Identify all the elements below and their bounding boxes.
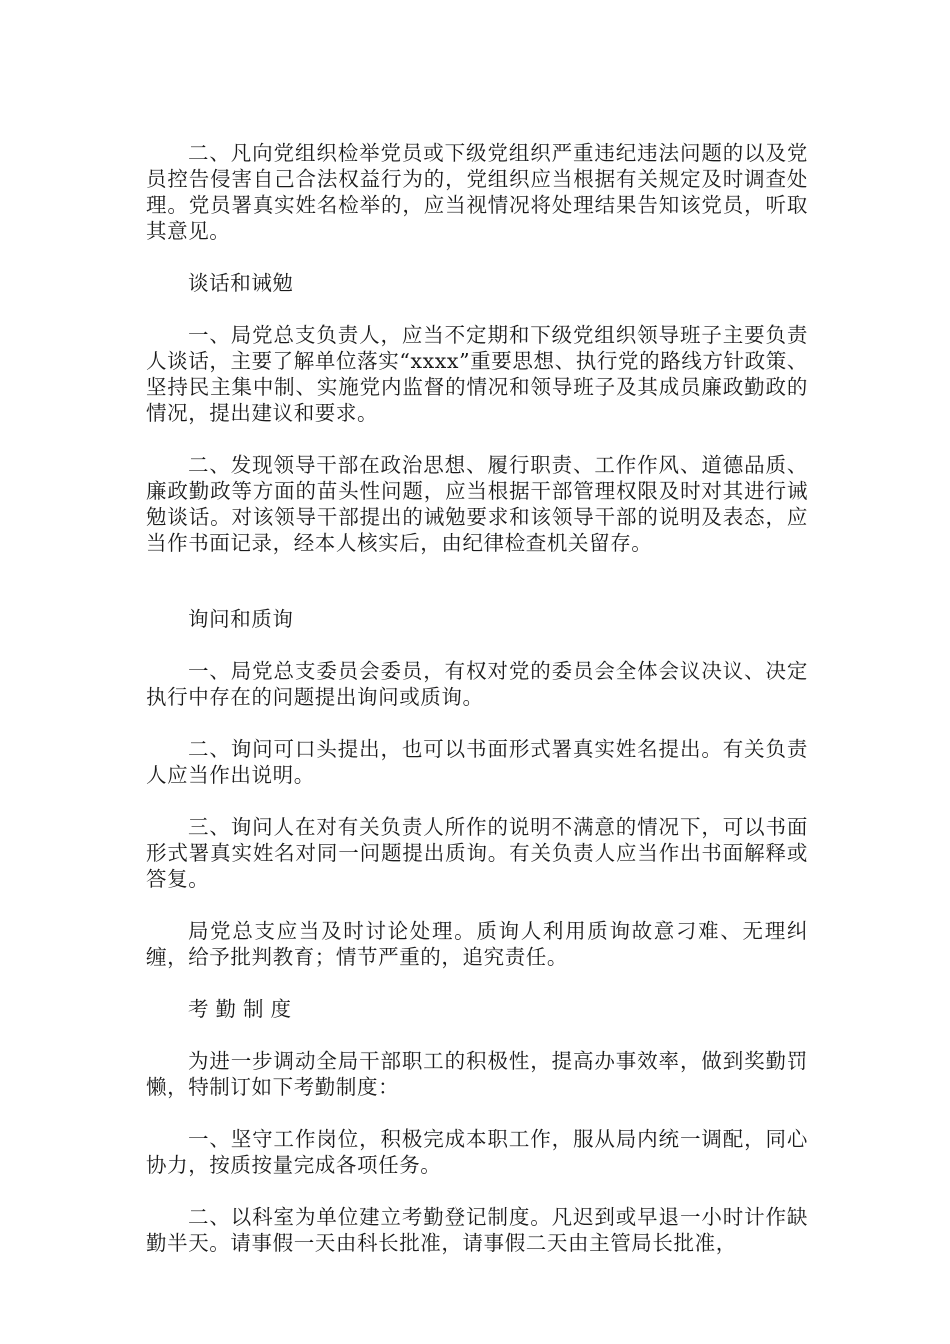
heading-attendance-system: 考勤制度 — [188, 997, 298, 1021]
paragraph-inquiry-1: 一、局党总支委员会委员，有权对党的委员会全体会议决议、决定执行中存在的问题提出询问或质询。 — [146, 659, 808, 709]
heading-inquiry-and-questioning: 询问和质询 — [188, 607, 294, 631]
paragraph-attendance-1: 一、坚守工作岗位，积极完成本职工作，服从局内统一调配，同心协力，按质按量完成各项任务。 — [146, 1127, 808, 1177]
paragraph-attendance-intro: 为进一步调动全局干部职工的积极性，提高办事效率，做到奖勤罚懒，特制订如下考勤制度： — [146, 1049, 808, 1099]
heading-talk-and-admonition: 谈话和诫勉 — [188, 271, 294, 295]
paragraph-inquiry-2: 二、询问可口头提出，也可以书面形式署真实姓名提出。有关负责人应当作出说明。 — [146, 737, 808, 787]
paragraph-talk-2: 二、发现领导干部在政治思想、履行职责、工作作风、道德品质、廉政勤政等方面的苗头性问题，应当根据干部管理权限及时对其进行诫勉谈话。对该领导干部提出的诫勉要求和该领导干部的说明及表态，应当作书面记录，经本人核实后，由纪律检查机关留存。 — [146, 453, 808, 555]
paragraph-report-handling: 二、凡向党组织检举党员或下级党组织严重违纪违法问题的以及党员控告侵害自己合法权益行为的，党组织应当根据有关规定及时调查处理。党员署真实姓名检举的，应当视情况将处理结果告知该党员，听取其意见。 — [146, 141, 808, 243]
paragraph-attendance-2: 二、以科室为单位建立考勤登记制度。凡迟到或早退一小时计作缺勤半天。请事假一天由科长批准，请事假二天由主管局长批准， — [146, 1205, 808, 1255]
paragraph-inquiry-handling: 局党总支应当及时讨论处理。质询人利用质询故意刁难、无理纠缠，给予批判教育；情节严重的，追究责任。 — [146, 919, 808, 969]
paragraph-talk-1: 一、局党总支负责人，应当不定期和下级党组织领导班子主要负责人谈话，主要了解单位落实“xxxx”重要思想、执行党的路线方针政策、坚持民主集中制、实施党内监督的情况和领导班子及其成员廉政勤政的情况，提出建议和要求。 — [146, 323, 808, 425]
paragraph-inquiry-3: 三、询问人在对有关负责人所作的说明不满意的情况下，可以书面形式署真实姓名对同一问题提出质询。有关负责人应当作出书面解释或答复。 — [146, 815, 808, 891]
document-body — [146, 140, 808, 1256]
